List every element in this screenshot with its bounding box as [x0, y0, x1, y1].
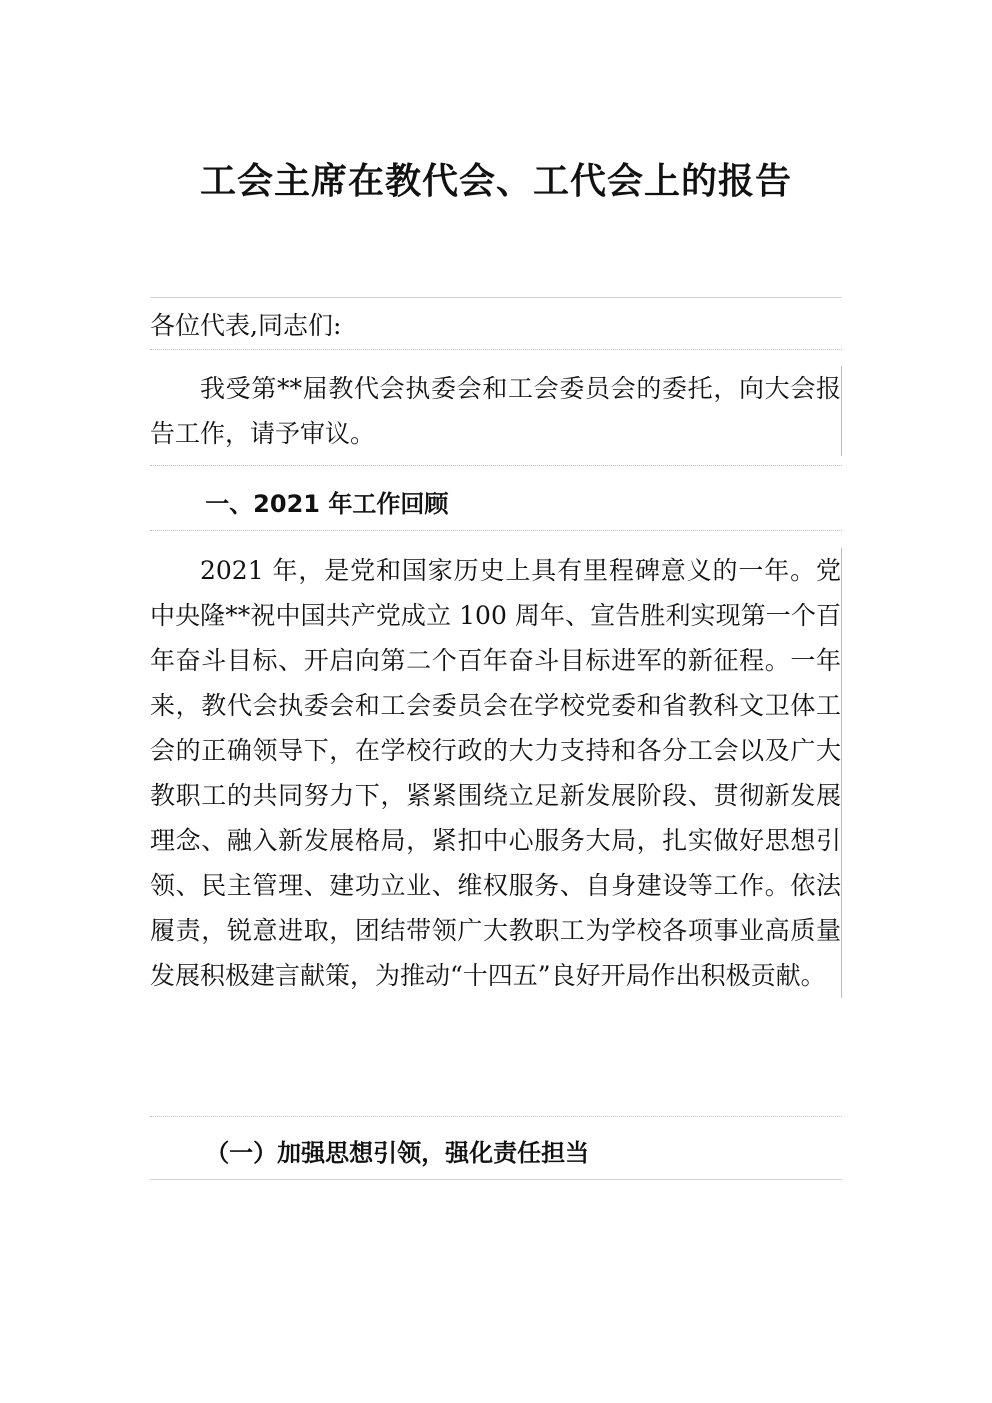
divider [150, 349, 842, 350]
document-title: 工会主席在教代会、工代会上的报告 [199, 160, 792, 202]
subsection-heading: （一）加强思想引领，强化责任担当 [205, 1139, 590, 1167]
divider [150, 297, 842, 298]
salutation: 各位代表,同志们: [150, 311, 342, 340]
divider [150, 1179, 842, 1180]
divider [150, 465, 842, 466]
section-heading: 一、2021 年工作回顾 [205, 490, 449, 518]
divider [150, 1116, 842, 1117]
section-paragraph: 2021 年，是党和国家历史上具有里程碑意义的一年。党中央隆**祝中国共产党成立 100 周年、宣告胜利实现第一个百年奋斗目标、开启向第二个百年奋斗目标进军的新征程。一年来，教代会执委会和工会委员会在学校党委和省教科文卫体工会的正确领导下，在学校行政的大力支持和各分工会以及广大教职工的共同努力下，紧紧围绕立足新发展阶段、贯彻新发展理念、融入新发展格局，紧扣中心服务大局，扎实做好思想引领、民主管理、建功立业、维权服务、自身建设等工作。依法履责，锐意进取，团结带领广大教职工为学校各项事业高质量发展积极建言献策，为推动“十四五”良好开局作出积极贡献。 [150, 548, 842, 998]
intro-paragraph: 我受第**届教代会执委会和工会委员会的委托，向大会报告工作，请予审议。 [150, 366, 842, 456]
divider [150, 530, 842, 531]
